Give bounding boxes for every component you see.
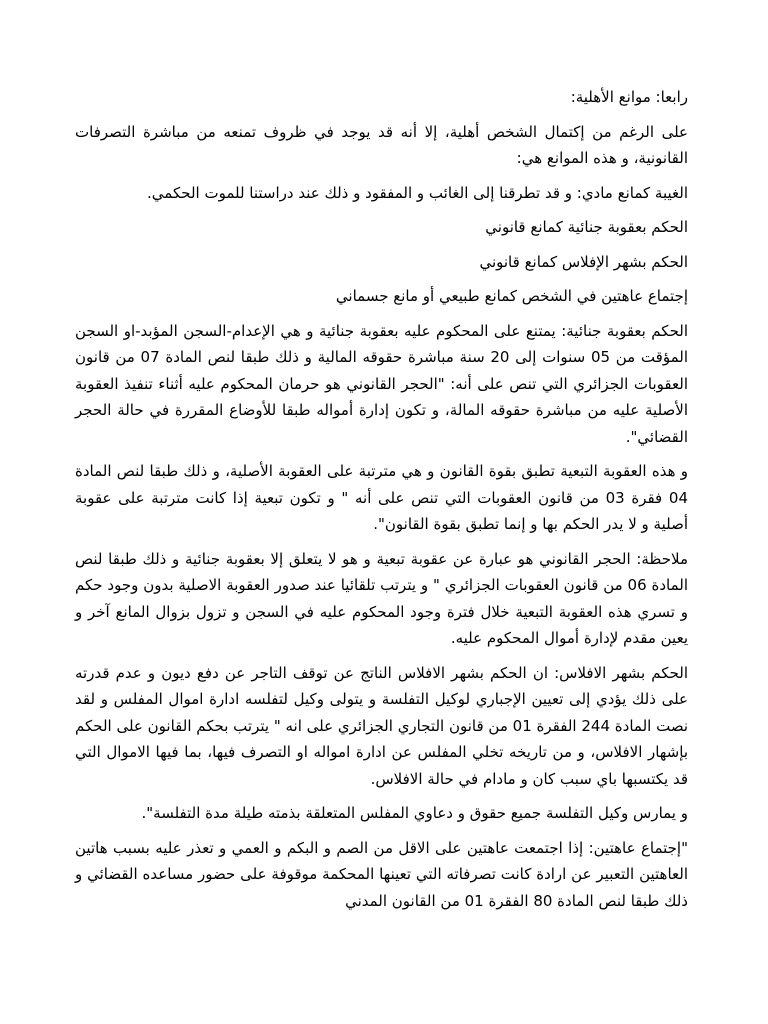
intro-paragraph: على الرغم من إكتمال الشخص أهلية، إلا أنه قد يوجد في ظروف تمنعه من مباشرة التصرفات القانونية، و هذه الموانع هي: <box>75 122 688 167</box>
impediment-item-absence: الغيبة كمانع مادي: و قد تطرقنا إلى الغائب و المفقود و ذلك عند دراستنا للموت الحكمي. <box>147 183 688 202</box>
body-paragraph-bankruptcy: الحكم بشهر الافلاس: ان الحكم بشهر الافلاس الناتج عن توقف التاجر عن دفع ديون و عدم قدرته على ذلك يؤدي إلى تعيين الإجباري لوكيل التفلسة و يتولى وكيل لتفلسه ادارة اموال المفلس و لقد نصت المادة 244 الفقرة 01 من قانون التجاري الجزائري على انه " يترتب بحكم القانون على الحكم بإشهار الافلاس، و من تاريخه تخلي المفلس عن ادارة امواله او التصرف فيها، بما فيها الاموال التي قد يكتسبها باي سبب كان و مادام في حالة الافلاس. <box>75 663 688 788</box>
body-paragraph-note: ملاحظة: الحجر القانوني هو عبارة عن عقوبة تبعية و هو لا يتعلق إلا بعقوبة جنائية و ذلك طبقا لنص المادة 06 من قانون العقوبات الجزائري " و يترتب تلقائيا عند صدور العقوبة الاصلية بدون وجود حكم و تسري هذه العقوبة التبعية خلال فترة وجود المحكوم عليه في السجن و تزول بزوال المانع آخر و يعين مقدم لإدارة أموال المحكوم عليه. <box>75 549 688 647</box>
body-paragraph-two-disabilities: "إجتماع عاهتين: إذا اجتمعت عاهتين على الاقل من الصم و البكم و العمي و تعذر عليه بسبب هاتين العاهتين التعبير عن ارادة كانت تصرفاته التي تعينها المحكمة موقوفة على حضور مساعده القضائي و ذلك طبقا لنص المادة 80 الفقرة 01 من القانون المدني <box>75 838 688 910</box>
impediment-item-bankruptcy: الحكم بشهر الإفلاس كمانع قانوني <box>479 252 688 271</box>
body-paragraph-criminal-sentence: الحكم بعقوبة جنائية: يمتنع على المحكوم عليه بعقوبة جنائية و هي الإعدام-السجن المؤبد-او السجن المؤقت من 05 سنوات إلى 20 سنة مباشرة حقوقه المالية و ذلك طبقا لنص المادة 07 من قانون العقوبات الجزائري التي تنص على أنه: "الحجر القانوني هو حرمان المحكوم عليه أثناء تنفيذ العقوبة الأصلية عليه من مباشرة حقوقه المالة، و تكون إدارة أمواله طبقا للأوضاع المقررة في حالة الحجر القضائي". <box>75 321 688 446</box>
impediment-item-two-disabilities: إجتماع عاهتين في الشخص كمانع طبيعي أو مانع جسماني <box>335 287 688 305</box>
body-paragraph-accessory-penalty: و هذه العقوبة التبعية تطبق بقوة القانون و هي مترتبة على العقوبة الأصلية، و ذلك طبقا لنص المادة 04 فقرة 03 من قانون العقوبات التي تنص على أنه " و تكون تبعية إذا كانت مترتبة على عقوبة أصلية و لا يدر الحكم بها و إنما تطبق بقوة القانون". <box>75 462 688 533</box>
body-paragraph-trustee: و يمارس وكيل التفلسة جميع حقوق و دعاوي المفلس المتعلقة بذمته طيلة مدة التفلسة". <box>141 804 688 822</box>
section-heading: رابعا: موانع الأهلية: <box>570 88 688 106</box>
impediment-item-criminal-sentence: الحكم بعقوبة جنائية كمانع قانوني <box>485 218 688 236</box>
